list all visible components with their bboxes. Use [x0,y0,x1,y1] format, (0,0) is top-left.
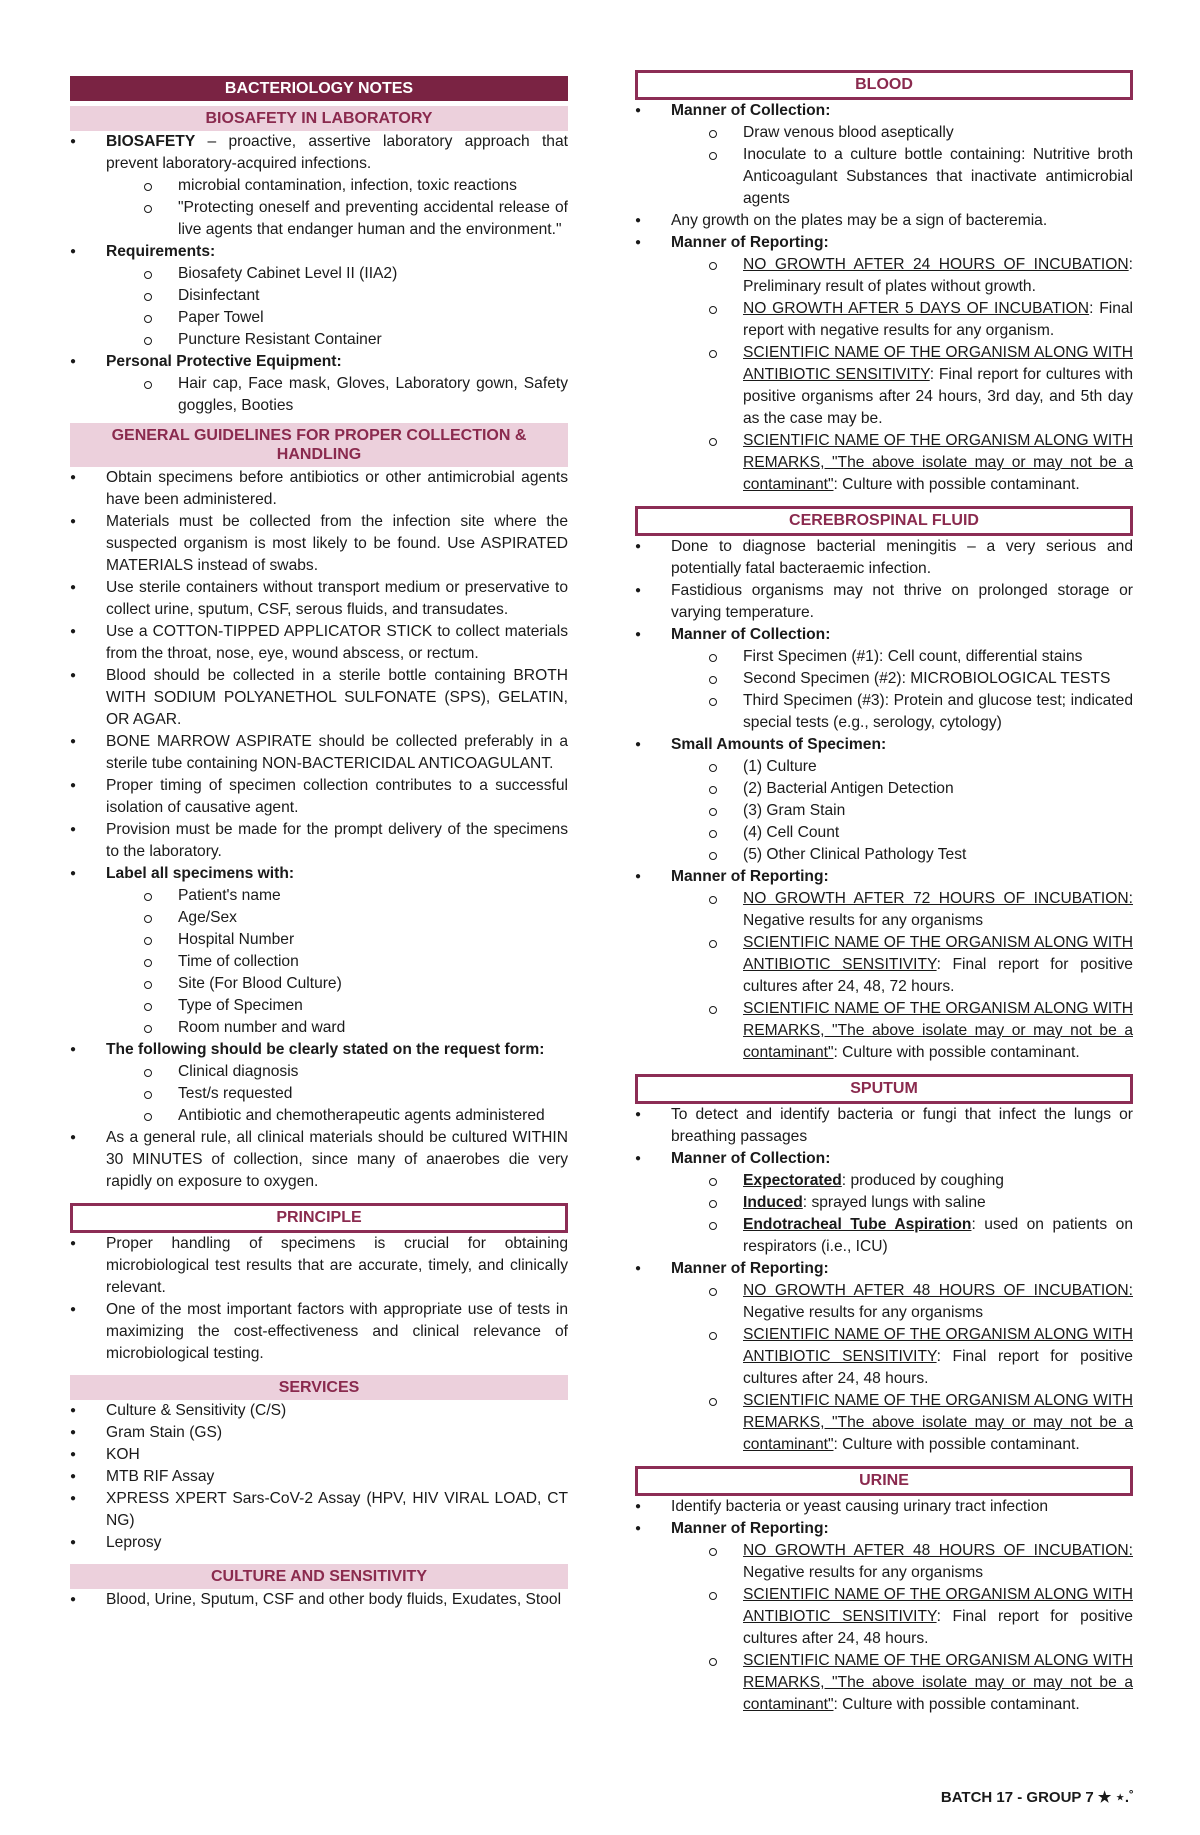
list-item [671,298,1133,342]
list-item: Disinfectant [106,285,568,307]
ppe-label: Personal Protective Equipment: [106,353,342,370]
report-description: : Preliminary result of plates without growth. [743,256,1133,295]
urine-heading: URINE [635,1466,1133,1496]
list-item [635,1518,1133,1716]
report-result: NO GROWTH AFTER 48 HOURS OF INCUBATION: [743,1542,1133,1559]
list-item: ● Gram Stain (GS) [70,1422,568,1444]
principle-list [70,1233,568,1365]
list-item: ● Fastidious organisms may not thrive on prolonged storage or varying temperature. [635,580,1133,624]
report-result: SCIENTIFIC NAME OF THE ORGANISM ALONG WITH REMARKS, "The above isolate may or may not be a contaminant" [743,1000,1133,1061]
report-description: : Culture with possible contaminant. [833,1436,1080,1453]
list-item [70,241,568,351]
list-item [671,1390,1133,1456]
sub-list [671,254,1133,496]
collection-method: Endotracheal Tube Aspiration [743,1216,972,1233]
reporting-label: Manner of Reporting: [671,868,829,885]
reporting-label: Manner of Reporting: [671,1520,829,1537]
report-description: Negative results for any organisms [743,1564,984,1581]
list-item: Test/s requested [106,1083,568,1105]
report-description: : Final report for cultures with positive organisms after 24 hours, 3rd day, and 5th day as the case may be. [743,366,1133,427]
culture-heading: CULTURE AND SENSITIVITY [70,1564,568,1589]
culture-list [70,1589,568,1611]
list-item [70,1039,568,1127]
page-title: BACTERIOLOGY NOTES [70,76,568,101]
sub-list [106,263,568,351]
label-heading: Label all specimens with: [106,865,295,882]
list-item [635,232,1133,496]
list-item [671,1192,1133,1214]
biosafety-term: BIOSAFETY [106,133,196,150]
small-amounts-label: Small Amounts of Specimen: [671,736,887,753]
list-item: ● To detect and identify bacteria or fungi that infect the lungs or breathing passages [635,1104,1133,1148]
biosafety-heading: BIOSAFETY IN LABORATORY [70,106,568,131]
list-item: ● KOH [70,1444,568,1466]
list-item: ● Any growth on the plates may be a sign of bacteremia. [635,210,1133,232]
list-item: ● Materials must be collected from the infection site where the suspected organism is most likely to be found. Use ASPIRATED MATERIALS instead of swabs. [70,511,568,577]
reporting-label: Manner of Reporting: [671,234,829,251]
urine-list [635,1496,1133,1716]
blood-heading: BLOOD [635,70,1133,100]
list-item: Hospital Number [106,929,568,951]
list-item [671,998,1133,1064]
collection-description: : used on patients on respirators (i.e., ICU) [743,1216,1133,1255]
report-description: : Final report for positive cultures after 24, 48, 72 hours. [743,956,1133,995]
sub-list [106,373,568,417]
report-description: : Culture with possible contaminant. [833,1044,1080,1061]
list-item [635,1148,1133,1258]
collection-method: Expectorated [743,1172,842,1189]
report-description: : Culture with possible contaminant. [833,1696,1080,1713]
services-heading: SERVICES [70,1375,568,1400]
right-column [635,70,1133,1716]
list-item: Puncture Resistant Container [106,329,568,351]
list-item: Type of Specimen [106,995,568,1017]
list-item: Antibiotic and chemotherapeutic agents administered [106,1105,568,1127]
list-item: Site (For Blood Culture) [106,973,568,995]
collection-label: Manner of Collection: [671,626,831,643]
list-item: (3) Gram Stain [671,800,1133,822]
list-item: ● Proper handling of specimens is crucial for obtaining microbiological test results that are accurate, timely, and clinically relevant. [70,1233,568,1299]
list-item: First Specimen (#1): Cell count, differential stains [671,646,1133,668]
list-item [671,1540,1133,1584]
report-result: SCIENTIFIC NAME OF THE ORGANISM ALONG WITH ANTIBIOTIC SENSITIVITY [743,344,1133,383]
report-result: SCIENTIFIC NAME OF THE ORGANISM ALONG WITH REMARKS, "The above isolate may or may not be a contaminant" [743,1392,1133,1453]
sub-list [671,756,1133,866]
list-item [70,131,568,241]
list-item: ● Provision must be made for the prompt delivery of the specimens to the laboratory. [70,819,568,863]
report-result: NO GROWTH AFTER 72 HOURS OF INCUBATION: [743,890,1133,907]
services-list [70,1400,568,1554]
csf-heading: CEREBROSPINAL FLUID [635,506,1133,536]
list-item [671,1584,1133,1650]
reporting-label: Manner of Reporting: [671,1260,829,1277]
sub-list [106,175,568,241]
list-item: ● As a general rule, all clinical materials should be cultured WITHIN 30 MINUTES of collection, since many of anaerobes die very rapidly on exposure to oxygen. [70,1127,568,1193]
list-item [671,932,1133,998]
list-item: (2) Bacterial Antigen Detection [671,778,1133,800]
list-item: ● Blood, Urine, Sputum, CSF and other body fluids, Exudates, Stool [70,1589,568,1611]
list-item [635,866,1133,1064]
guidelines-heading: GENERAL GUIDELINES FOR PROPER COLLECTION & HANDLING [70,423,568,467]
list-item: Inoculate to a culture bottle containing: Nutritive broth Anticoagulant Substances that inactivate antimicrobial agents [671,144,1133,210]
list-item: ● XPRESS XPERT Sars-CoV-2 Assay (HPV, HIV VIRAL LOAD, CT NG) [70,1488,568,1532]
csf-list [635,536,1133,1064]
sub-list [671,1280,1133,1456]
list-item: ● Use sterile containers without transport medium or preservative to collect urine, sputum, CSF, serous fluids, and transudates. [70,577,568,621]
report-result: SCIENTIFIC NAME OF THE ORGANISM ALONG WITH REMARKS, "The above isolate may or may not be a contaminant" [743,432,1133,493]
list-item [635,1258,1133,1456]
list-item: ● Obtain specimens before antibiotics or other antimicrobial agents have been administered. [70,467,568,511]
list-item [671,430,1133,496]
list-item: ● Use a COTTON-TIPPED APPLICATOR STICK to collect materials from the throat, nose, eye, wound abscess, or rectum. [70,621,568,665]
report-description: : Culture with possible contaminant. [833,476,1080,493]
report-description: : Final report for positive cultures after 24, 48 hours. [743,1608,1133,1647]
list-item: ● Done to diagnose bacterial meningitis – a very serious and potentially fatal bacteraemic infection. [635,536,1133,580]
biosafety-list [70,131,568,417]
list-item [671,254,1133,298]
list-item [671,1650,1133,1716]
sub-list [671,122,1133,210]
requirements-label: Requirements: [106,243,216,260]
sub-list [671,1170,1133,1258]
report-description: Negative results for any organisms [743,912,984,929]
list-item: Hair cap, Face mask, Gloves, Laboratory gown, Safety goggles, Booties [106,373,568,417]
sub-list [106,885,568,1039]
footer-batch-label: BATCH 17 - GROUP 7 ★ ⋆.˚ [940,1789,1134,1806]
list-item: Patient's name [106,885,568,907]
report-description: : Final report with negative results for any organism. [743,300,1134,339]
list-item [635,734,1133,866]
sub-list [671,646,1133,734]
collection-description: : sprayed lungs with saline [802,1194,986,1211]
list-item: Paper Towel [106,307,568,329]
blood-list [635,100,1133,496]
guidelines-list [70,467,568,1193]
list-item: Age/Sex [106,907,568,929]
request-heading: The following should be clearly stated on the request form: [106,1041,545,1058]
list-item: ● Proper timing of specimen collection contributes to a successful isolation of causative agent. [70,775,568,819]
list-item: Clinical diagnosis [106,1061,568,1083]
report-result: SCIENTIFIC NAME OF THE ORGANISM ALONG WITH ANTIBIOTIC SENSITIVITY [743,1326,1133,1365]
report-result: NO GROWTH AFTER 5 DAYS OF INCUBATION [743,300,1090,317]
biosafety-definition: – proactive, assertive laboratory approach that prevent laboratory-acquired infections. [106,133,568,172]
list-item: (5) Other Clinical Pathology Test [671,844,1133,866]
sub-list [671,1540,1133,1716]
report-result: SCIENTIFIC NAME OF THE ORGANISM ALONG WITH ANTIBIOTIC SENSITIVITY [743,1586,1133,1625]
list-item: Time of collection [106,951,568,973]
list-item: ● Blood should be collected in a sterile bottle containing BROTH WITH SODIUM POLYANETHOL SULFONATE (SPS), GELATIN, OR AGAR. [70,665,568,731]
report-result: NO GROWTH AFTER 48 HOURS OF INCUBATION: [743,1282,1133,1299]
list-item [70,863,568,1039]
list-item: microbial contamination, infection, toxic reactions [106,175,568,197]
collection-label: Manner of Collection: [671,102,831,119]
list-item [671,888,1133,932]
list-item: ● BONE MARROW ASPIRATE should be collected preferably in a sterile tube containing NON-BACTERICIDAL ANTICOAGULANT. [70,731,568,775]
report-result: SCIENTIFIC NAME OF THE ORGANISM ALONG WITH ANTIBIOTIC SENSITIVITY [743,934,1133,973]
list-item [671,1324,1133,1390]
list-item: "Protecting oneself and preventing accidental release of live agents that endanger human and the environment." [106,197,568,241]
list-item: ● Culture & Sensitivity (C/S) [70,1400,568,1422]
collection-label: Manner of Collection: [671,1150,831,1167]
report-description: : Final report for positive cultures after 24, 48 hours. [743,1348,1133,1387]
list-item: ● Leprosy [70,1532,568,1554]
sub-list [671,888,1133,1064]
report-result: NO GROWTH AFTER 24 HOURS OF INCUBATION [743,256,1129,273]
list-item [671,1170,1133,1192]
list-item: Third Specimen (#3): Protein and glucose test; indicated special tests (e.g., serology, cytology) [671,690,1133,734]
list-item [671,1214,1133,1258]
list-item [671,1280,1133,1324]
left-column [70,76,568,1611]
list-item: ● Identify bacteria or yeast causing urinary tract infection [635,1496,1133,1518]
list-item [635,624,1133,734]
collection-method: Induced [743,1194,803,1211]
list-item: Biosafety Cabinet Level II (IIA2) [106,263,568,285]
list-item: ● MTB RIF Assay [70,1466,568,1488]
sub-list [106,1061,568,1127]
list-item [70,351,568,417]
sputum-heading: SPUTUM [635,1074,1133,1104]
sputum-list [635,1104,1133,1456]
list-item: Room number and ward [106,1017,568,1039]
list-item: Draw venous blood aseptically [671,122,1133,144]
list-item [635,100,1133,210]
collection-description: : produced by coughing [841,1172,1004,1189]
list-item: Second Specimen (#2): MICROBIOLOGICAL TESTS [671,668,1133,690]
list-item [671,342,1133,430]
report-result: SCIENTIFIC NAME OF THE ORGANISM ALONG WITH REMARKS, "The above isolate may or may not be a contaminant" [743,1652,1133,1713]
list-item: (4) Cell Count [671,822,1133,844]
report-description: Negative results for any organisms [743,1304,984,1321]
list-item: (1) Culture [671,756,1133,778]
list-item: ● One of the most important factors with appropriate use of tests in maximizing the cost-effectiveness and clinical relevance of microbiological testing. [70,1299,568,1365]
principle-heading: PRINCIPLE [70,1203,568,1233]
